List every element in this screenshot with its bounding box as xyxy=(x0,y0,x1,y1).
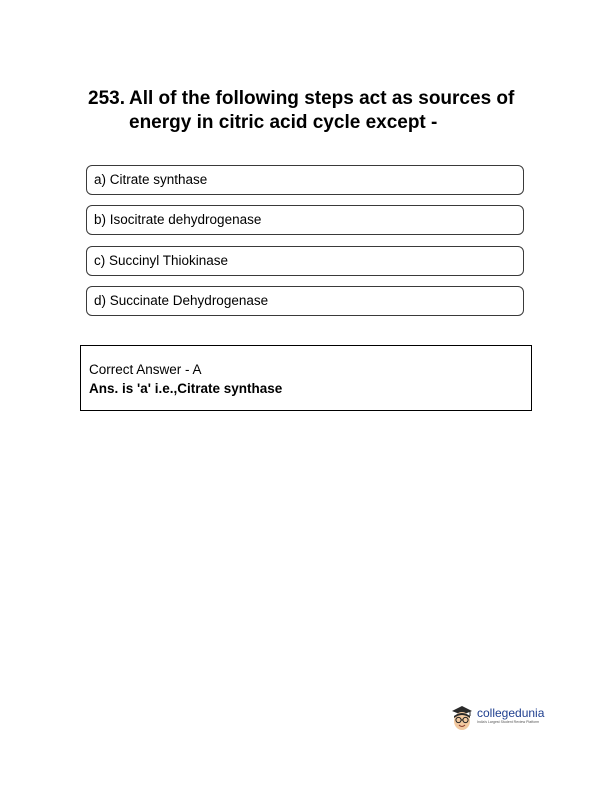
graduate-mascot-icon xyxy=(450,704,474,732)
option-a[interactable]: a) Citrate synthase xyxy=(86,165,524,195)
answer-box xyxy=(80,345,532,411)
brand-tagline: India's Largest Student Review Platform xyxy=(477,720,540,724)
question-number: 253. xyxy=(88,88,125,109)
option-d[interactable]: d) Succinate Dehydrogenase xyxy=(86,286,524,316)
question-text: All of the following steps act as sources of energy in citric acid cycle except - xyxy=(129,88,515,133)
brand-name: collegedunia xyxy=(477,706,545,720)
option-c[interactable]: c) Succinyl Thiokinase xyxy=(86,246,524,276)
option-b[interactable]: b) Isocitrate dehydrogenase xyxy=(86,205,524,235)
question-block xyxy=(88,87,528,135)
correct-answer: Correct Answer - A xyxy=(89,362,202,377)
collegedunia-logo xyxy=(450,704,550,740)
answer-explanation: Ans. is 'a' i.e.,Citrate synthase xyxy=(89,381,283,396)
